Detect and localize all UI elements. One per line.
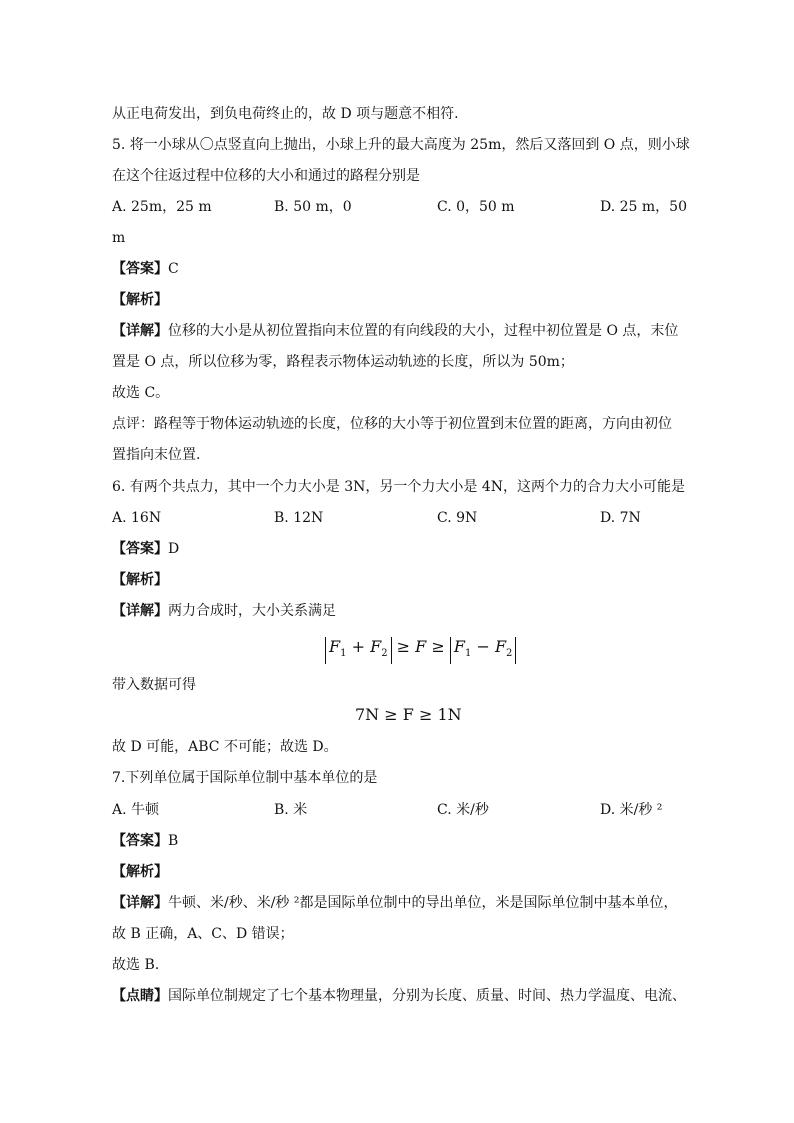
question-5-analysis-tag: 【解析】: [112, 292, 168, 308]
point-text: 国际单位制规定了七个基本物理量，分别为长度、质量、时间、热力学温度、电流、: [168, 988, 686, 1004]
question-5-option-c: C. 0，50 m: [437, 199, 515, 215]
question-5-stem-1: 5. 将一小球从〇点竖直向上抛出，小球上升的最大高度为 25m，然后又落回到 O 点，则小球: [112, 137, 690, 153]
question-7-option-c: C. 米/秒: [437, 802, 489, 818]
formula-numeric-range: 7N ≥ F ≥ 1N: [355, 705, 462, 724]
formula-force-inequality: $F_1 + F_2 \ge F \ge F_1 - F_2$: [325, 636, 516, 664]
question-5-comment-2: 置指向末位置.: [112, 447, 201, 463]
question-6-conclusion: 故 D 可能，ABC 不可能；故选 D。: [112, 739, 338, 755]
answer-value: C: [168, 261, 179, 277]
point-tag: 【点睛】: [112, 988, 168, 1004]
question-5-answer: [112, 259, 179, 279]
detail-tag: 【详解】: [112, 323, 168, 339]
question-7-answer: [112, 831, 178, 851]
question-5-option-b: B. 50 m，0: [274, 199, 352, 215]
detail-text: 位移的大小是从初位置指向末位置的有向线段的大小，过程中初位置是 O 点，末位: [168, 323, 679, 339]
detail-tag: 【详解】: [112, 603, 168, 619]
answer-tag: 【答案】: [112, 541, 168, 557]
question-5-choice: 故选 C。: [112, 385, 170, 401]
question-7-choice: 故选 B.: [112, 957, 160, 973]
question-7-option-d: D. 米/秒 ²: [600, 802, 663, 818]
question-6-detail: [112, 601, 336, 621]
question-6-option-b: B. 12N: [274, 510, 324, 526]
question-7-option-b: B. 米: [274, 802, 308, 818]
question-6-substitute: 带入数据可得: [112, 677, 196, 693]
question-5-option-d: D. 25 m，50: [600, 199, 687, 215]
question-7-detail-2: 故 B 正确，A、C、D 错误；: [112, 926, 294, 942]
answer-tag: 【答案】: [112, 261, 168, 277]
answer-tag: 【答案】: [112, 833, 168, 849]
question-7-stem: 7.下列单位属于国际单位制中基本单位的是: [112, 770, 378, 786]
abs-difference: $F_1 - F_2$: [450, 637, 517, 664]
question-6-option-a: A. 16N: [112, 510, 162, 526]
question-5-stem-2: 在这个往返过程中位移的大小和通过的路程分别是: [112, 168, 420, 184]
question-6-stem: 6. 有两个共点力，其中一个力大小是 3N，另一个力大小是 4N，这两个力的合力大小可能是: [112, 479, 686, 495]
abs-sum: $F_1 + F_2$: [325, 637, 392, 664]
question-7-option-a: A. 牛顿: [112, 802, 160, 818]
detail-text: 牛顿、米/秒、米/秒 ²都是国际单位制中的导出单位，米是国际单位制中基本单位，: [168, 895, 678, 911]
question-5-option-a: A. 25m，25 m: [112, 199, 212, 215]
question-5-option-d-wrap: m: [112, 230, 126, 246]
detail-tag: 【详解】: [112, 895, 168, 911]
question-6-answer: [112, 539, 179, 559]
question-6-option-c: C. 9N: [437, 510, 478, 526]
answer-value: B: [168, 833, 179, 849]
answer-value: D: [168, 541, 180, 557]
question-6-option-d: D. 7N: [600, 510, 641, 526]
question-7-detail-1: [112, 893, 678, 913]
question-7-point: [112, 986, 686, 1006]
text-line-1: 从正电荷发出，到负电荷终止的，故 D 项与题意不相符.: [112, 106, 459, 122]
question-7-analysis-tag: 【解析】: [112, 864, 168, 880]
question-5-detail-2: 置是 O 点，所以位移为零，路程表示物体运动轨迹的长度，所以为 50m；: [112, 354, 574, 370]
question-6-analysis-tag: 【解析】: [112, 572, 168, 588]
question-5-detail-1: [112, 321, 678, 341]
detail-text: 两力合成时，大小关系满足: [168, 603, 336, 619]
question-5-comment-1: 点评：路程等于物体运动轨迹的长度，位移的大小等于初位置到末位置的距离，方向由初位: [112, 416, 672, 432]
